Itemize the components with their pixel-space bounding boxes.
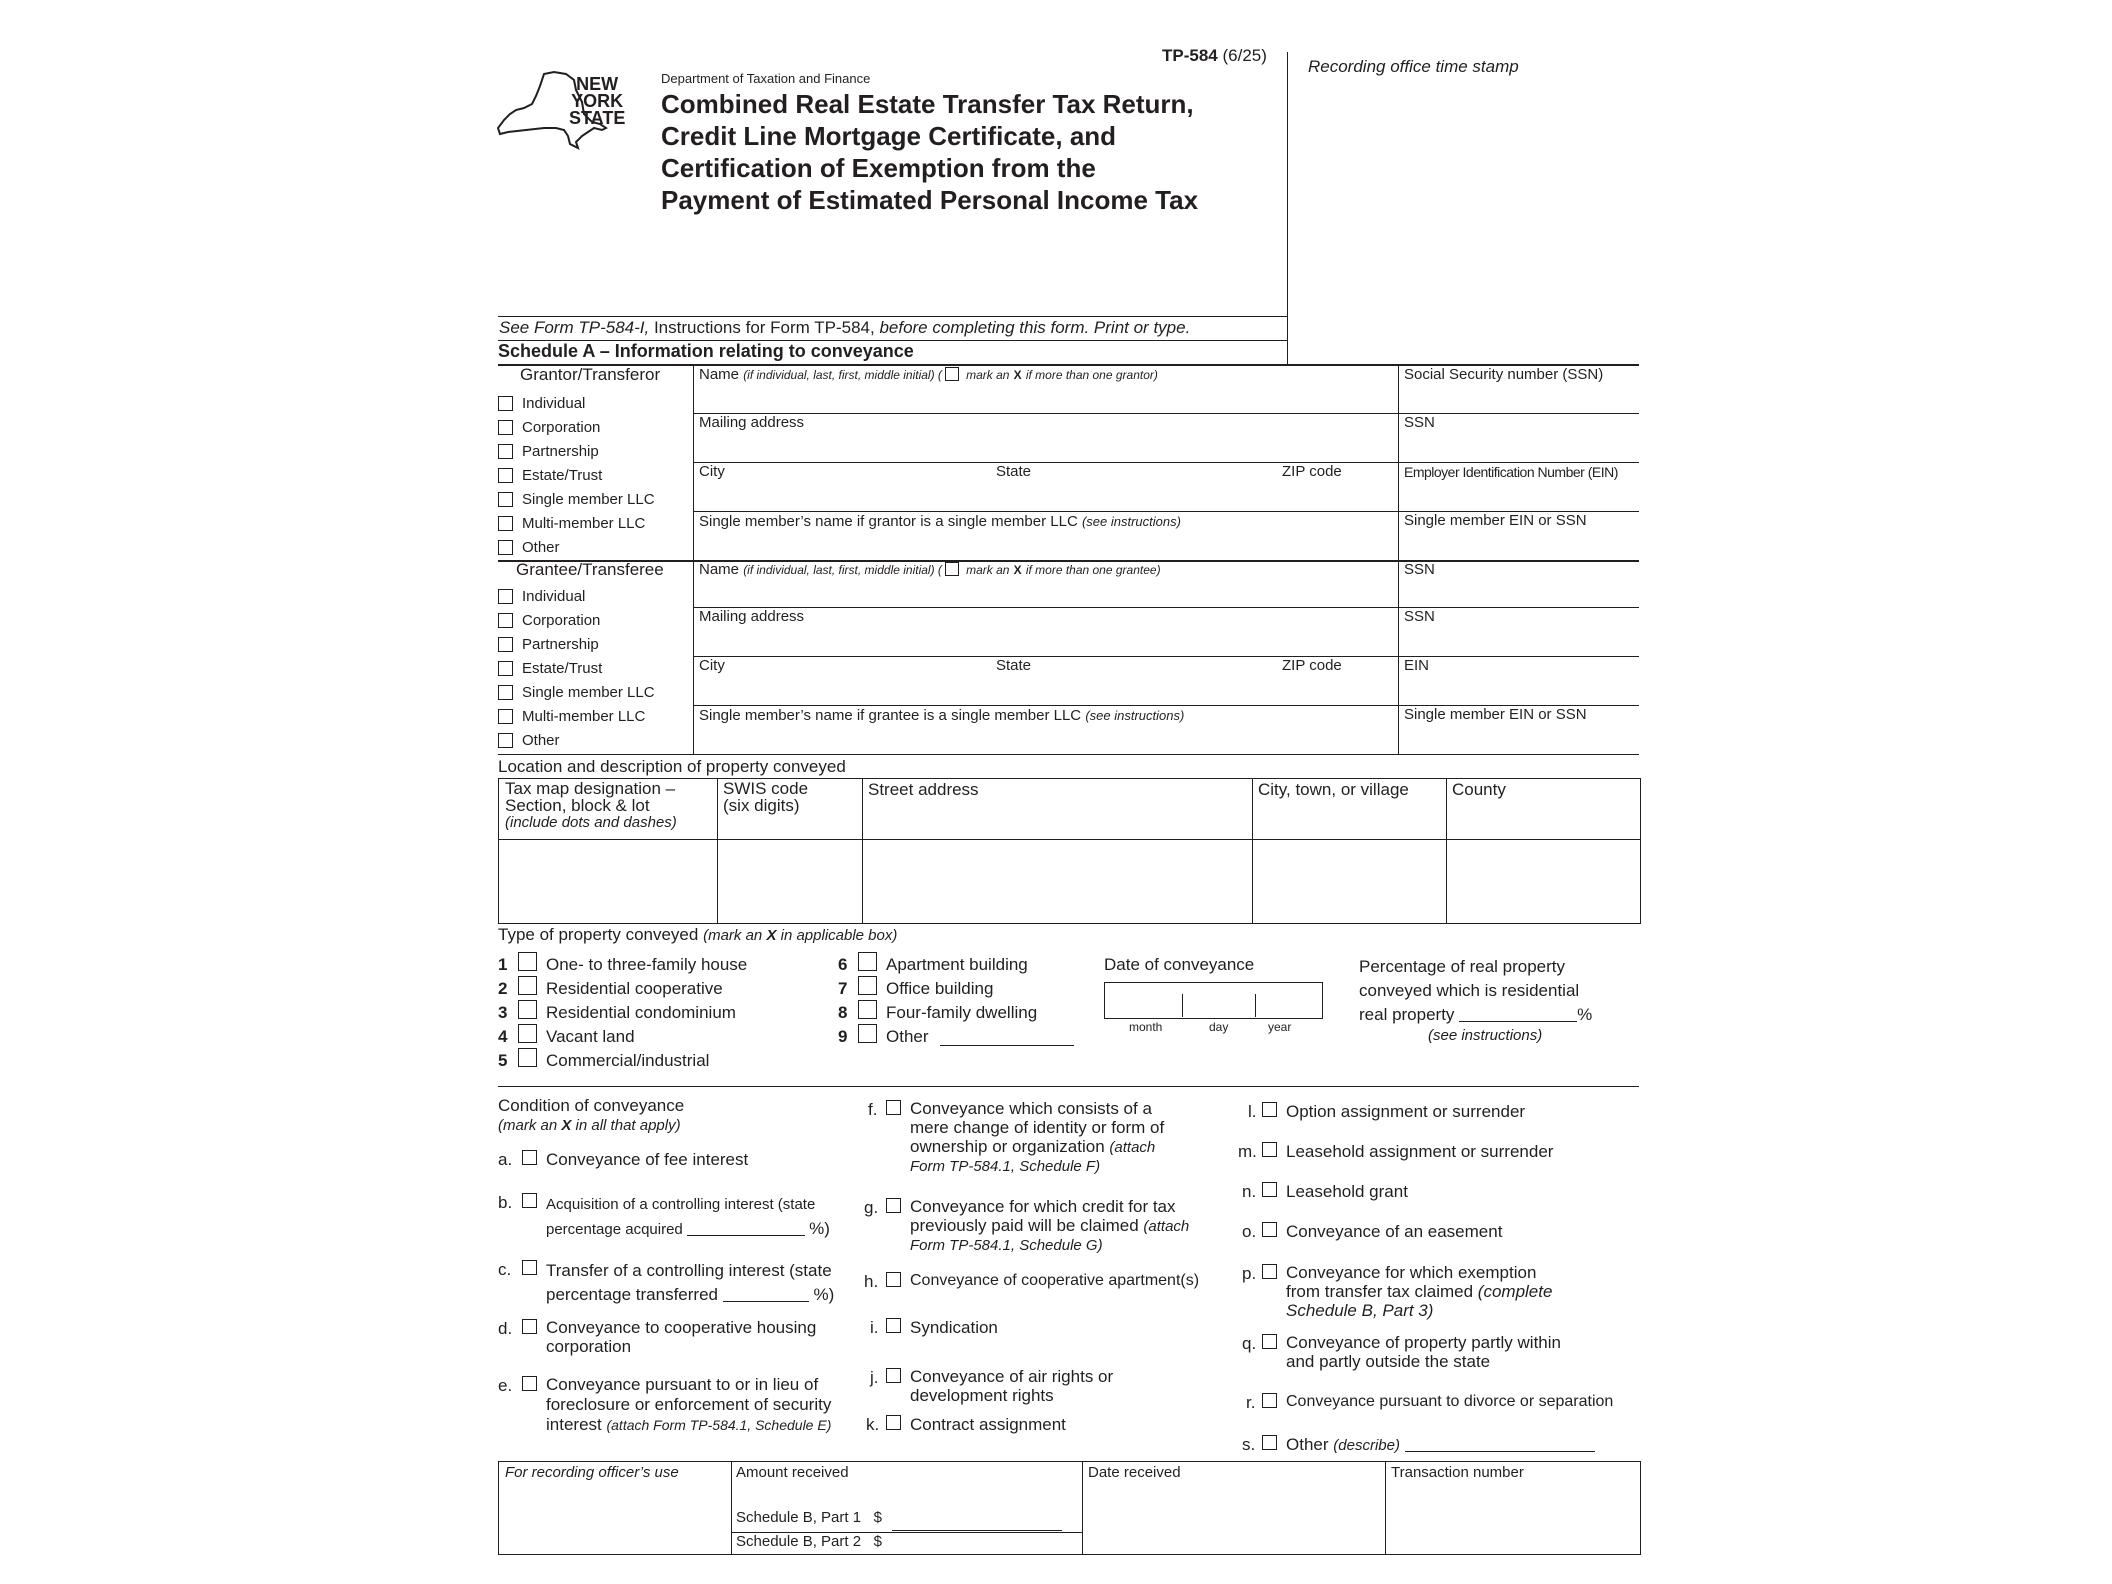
grantor-heading: Grantor/Transferor — [520, 365, 661, 384]
grantor-single-member-llc-checkbox[interactable] — [498, 492, 513, 507]
condition-letter: d. — [498, 1319, 513, 1338]
residential-condominium-checkbox[interactable] — [518, 1000, 537, 1019]
recording-officer-label: For recording officer’s use — [505, 1464, 679, 1481]
condition-c-checkbox[interactable] — [522, 1260, 537, 1275]
condition-f-checkbox[interactable] — [886, 1100, 901, 1115]
condition-m-checkbox[interactable] — [1262, 1142, 1277, 1157]
county-header: County — [1452, 780, 1506, 799]
condition-o-label: Conveyance of an easement — [1286, 1222, 1503, 1241]
condition-letter: l. — [1248, 1102, 1257, 1121]
grantee-single-member-ein-field[interactable] — [1399, 706, 1639, 754]
schedule-b-part-1: Schedule B, Part 1 $ — [736, 1509, 882, 1526]
other-property-input[interactable] — [940, 1045, 1074, 1046]
condition-r-label: Conveyance pursuant to divorce or separation — [1286, 1393, 1614, 1410]
condition-s-checkbox[interactable] — [1262, 1435, 1277, 1450]
grantor-type-label: Partnership — [522, 443, 599, 460]
condition-n-checkbox[interactable] — [1262, 1182, 1277, 1197]
property-type-number: 9 — [838, 1027, 848, 1046]
residential-percentage-label: Percentage of real property conveyed which is residential real property % — [1359, 957, 1593, 1024]
date-month-label: month — [1129, 1020, 1163, 1034]
other-condition-input[interactable] — [1405, 1437, 1595, 1452]
grantor-city-label: City — [699, 463, 725, 480]
condition-letter: f. — [868, 1100, 878, 1119]
property-type-label: Residential condominium — [546, 1003, 736, 1022]
grantee-estate-trust-checkbox[interactable] — [498, 661, 513, 676]
grantee-state-label: State — [996, 657, 1032, 674]
grantor-mailing-label: Mailing address — [699, 414, 805, 431]
date-received-label: Date received — [1088, 1464, 1181, 1481]
condition-p-label: Conveyance for which exemption from transfer tax claimed (complete Schedule B, Part 3) — [1286, 1263, 1553, 1320]
condition-e-checkbox[interactable] — [522, 1376, 537, 1391]
condition-a-checkbox[interactable] — [522, 1150, 537, 1165]
grantor-ssn-2-field[interactable] — [1399, 414, 1639, 462]
swis-code-input[interactable] — [718, 840, 861, 922]
rule — [498, 1086, 1639, 1087]
condition-e-label: Conveyance pursuant to or in lieu of foreclosure or enforcement of security interest (attach Form TP-584.1, Schedule E) — [546, 1375, 832, 1434]
schedule-a-title: Schedule A – Information relating to conveyance — [498, 341, 914, 361]
stamp-divider — [1287, 52, 1288, 366]
condition-letter: e. — [498, 1376, 513, 1395]
condition-h-checkbox[interactable] — [886, 1272, 901, 1287]
grantee-type-label: Single member LLC — [522, 684, 655, 701]
condition-letter: p. — [1242, 1264, 1257, 1283]
rule — [498, 316, 1287, 317]
grantee-city-state-zip-field[interactable] — [694, 657, 1397, 705]
condition-q-label: Conveyance of property partly within and partly outside the state — [1286, 1333, 1561, 1371]
grantor-estate-trust-checkbox[interactable] — [498, 468, 513, 483]
grantee-multi-member-llc-checkbox[interactable] — [498, 709, 513, 724]
condition-letter: h. — [864, 1272, 879, 1291]
grantor-city-state-zip-field[interactable] — [694, 463, 1397, 511]
condition-f-label: Conveyance which consists of a mere change of identity or form of ownership or organization (attach Form TP-584.1, Schedule F) — [910, 1099, 1165, 1175]
grantor-type-label: Other — [522, 539, 560, 556]
grantor-zip-label: ZIP code — [1282, 463, 1342, 480]
property-type-label: Office building — [886, 979, 994, 998]
condition-n-label: Leasehold grant — [1286, 1182, 1408, 1201]
grantor-partnership-checkbox[interactable] — [498, 444, 513, 459]
tax-map-input[interactable] — [499, 840, 716, 922]
property-type-label: Residential cooperative — [546, 979, 723, 998]
property-type-number: 8 — [838, 1003, 848, 1022]
property-type-number: 2 — [498, 979, 508, 998]
rule — [1385, 1461, 1386, 1554]
rule — [1255, 994, 1256, 1017]
grantee-heading: Grantee/Transferee — [516, 560, 664, 579]
condition-letter: c. — [498, 1260, 512, 1279]
date-year-label: year — [1268, 1020, 1292, 1034]
rule — [1082, 1461, 1083, 1554]
condition-g-label: Conveyance for which credit for tax previously paid will be claimed (attach Form TP-584.1, Schedule G) — [910, 1197, 1190, 1254]
condition-j-label: Conveyance of air rights or development rights — [910, 1367, 1114, 1405]
grantee-individual-checkbox[interactable] — [498, 589, 513, 604]
more-than-one-grantor-checkbox[interactable] — [945, 367, 959, 381]
swis-code-header: SWIS code (six digits) — [723, 779, 809, 815]
street-address-header: Street address — [868, 780, 979, 799]
residential-cooperative-checkbox[interactable] — [518, 976, 537, 995]
condition-letter: k. — [866, 1415, 880, 1434]
condition-q-checkbox[interactable] — [1262, 1334, 1277, 1349]
apartment-building-checkbox[interactable] — [858, 952, 877, 971]
property-type-number: 5 — [498, 1051, 508, 1070]
grantee-ssn-2-field[interactable] — [1399, 608, 1639, 656]
property-type-title: Type of property conveyed (mark an X in applicable box) — [498, 925, 898, 944]
condition-a-label: Conveyance of fee interest — [546, 1150, 749, 1169]
residential-percentage-input[interactable] — [1459, 1007, 1577, 1022]
rule — [498, 754, 1639, 755]
property-type-number: 6 — [838, 955, 848, 974]
condition-o-checkbox[interactable] — [1262, 1222, 1277, 1237]
condition-h-label: Conveyance of cooperative apartment(s) — [910, 1272, 1200, 1289]
rule — [731, 1461, 732, 1554]
property-type-label: Apartment building — [886, 955, 1028, 974]
condition-j-checkbox[interactable] — [886, 1368, 901, 1383]
grantee-single-member-name-field[interactable]: Single member’s name if grantee is a single member LLC (see instructions) — [699, 707, 1185, 724]
condition-g-checkbox[interactable] — [886, 1198, 901, 1213]
condition-c-label: Transfer of a controlling interest (state percentage transferred %) — [546, 1261, 835, 1304]
field-label: Social Security number (SSN) — [1404, 366, 1604, 383]
county-input[interactable] — [1447, 840, 1639, 922]
condition-letter: g. — [864, 1198, 879, 1217]
field-label: Single member EIN or SSN — [1404, 706, 1587, 723]
condition-i-label: Syndication — [910, 1318, 998, 1337]
condition-letter: i. — [870, 1318, 879, 1337]
commercial-industrial-checkbox[interactable] — [518, 1048, 537, 1067]
percentage-instructions-hint: (see instructions) — [1428, 1027, 1543, 1044]
schedule-b-part-2: Schedule B, Part 2 $ — [736, 1533, 882, 1550]
field-label: Employer Identification Number (EIN) — [1404, 464, 1618, 480]
property-type-label: One- to three-family house — [546, 955, 748, 974]
instructions-line: See Form TP-584-I, Instructions for Form TP-584, before completing this form. Print or type. — [499, 318, 1191, 337]
condition-letter: m. — [1238, 1142, 1257, 1161]
grantor-single-member-name-field[interactable]: Single member’s name if grantor is a single member LLC (see instructions) — [699, 513, 1181, 530]
condition-letter: a. — [498, 1150, 513, 1169]
condition-r-checkbox[interactable] — [1262, 1393, 1277, 1408]
grantee-type-label: Partnership — [522, 636, 599, 653]
date-of-conveyance-label: Date of conveyance — [1104, 955, 1255, 974]
condition-b-label: Acquisition of a controlling interest (state percentage acquired %) — [546, 1196, 830, 1238]
property-type-number: 7 — [838, 979, 848, 998]
condition-letter: s. — [1242, 1435, 1256, 1454]
grantor-type-label: Multi-member LLC — [522, 515, 646, 532]
property-type-number: 3 — [498, 1003, 508, 1022]
grantee-type-label: Estate/Trust — [522, 660, 603, 677]
grantor-multi-member-llc-checkbox[interactable] — [498, 516, 513, 531]
condition-i-checkbox[interactable] — [886, 1318, 901, 1333]
amount-received-label: Amount received — [736, 1464, 849, 1481]
four-family-dwelling-checkbox[interactable] — [858, 1000, 877, 1019]
more-than-one-grantee-checkbox[interactable] — [945, 562, 959, 576]
condition-l-label: Option assignment or surrender — [1286, 1102, 1526, 1121]
grantor-type-label: Corporation — [522, 419, 601, 436]
grantee-other-checkbox[interactable] — [498, 733, 513, 748]
condition-d-checkbox[interactable] — [522, 1319, 537, 1334]
one-to-three-family-checkbox[interactable] — [518, 952, 537, 971]
property-type-number: 4 — [498, 1027, 508, 1046]
form-title: Combined Real Estate Transfer Tax Return, Credit Line Mortgage Certificate, and Certification of Exemption from the Payment of Estimated Personal Income Tax — [661, 89, 1199, 215]
form-id: TP-584 (6/25) — [1162, 46, 1267, 65]
grantor-name-field[interactable]: Name (if individual, last, first, middle initial) ( mark an X if more than one grantor) — [699, 366, 1158, 383]
field-label: Single member EIN or SSN — [1404, 512, 1587, 529]
property-type-label: Four-family dwelling — [886, 1003, 1038, 1022]
grantor-corporation-checkbox[interactable] — [498, 420, 513, 435]
grantee-ssn-field[interactable] — [1399, 561, 1639, 607]
grantor-type-label: Single member LLC — [522, 491, 655, 508]
city-town-village-input[interactable] — [1253, 840, 1445, 922]
field-label: EIN — [1404, 657, 1430, 674]
rule — [1182, 994, 1183, 1017]
field-label: SSN — [1404, 561, 1435, 578]
grantor-type-label: Individual — [522, 395, 586, 412]
condition-letter: q. — [1242, 1334, 1257, 1353]
grantee-zip-label: ZIP code — [1282, 657, 1342, 674]
grantee-ein-field[interactable] — [1399, 657, 1639, 705]
grantee-mailing-label: Mailing address — [699, 608, 805, 625]
grantee-name-field[interactable]: Name (if individual, last, first, middle initial) ( mark an X if more than one grantee) — [699, 561, 1161, 578]
grantee-corporation-checkbox[interactable] — [498, 613, 513, 628]
grantee-type-label: Corporation — [522, 612, 601, 629]
field-label: SSN — [1404, 414, 1435, 431]
condition-title: Condition of conveyance — [498, 1096, 685, 1115]
office-building-checkbox[interactable] — [858, 976, 877, 995]
transaction-number-label: Transaction number — [1391, 1464, 1524, 1481]
field-label: SSN — [1404, 608, 1435, 625]
grantor-state-label: State — [996, 463, 1032, 480]
date-of-conveyance-input[interactable] — [1104, 982, 1323, 1019]
tax-map-header: Tax map designation – Section, block & lot (include dots and dashes) — [505, 779, 677, 831]
stamp-label: Recording office time stamp — [1308, 57, 1519, 76]
grantor-individual-checkbox[interactable] — [498, 396, 513, 411]
condition-b-checkbox[interactable] — [522, 1193, 537, 1208]
condition-s-label: Other (describe) — [1286, 1435, 1595, 1455]
schedule-b-part-1-input[interactable] — [892, 1530, 1062, 1531]
percentage-transferred-input[interactable] — [723, 1287, 809, 1302]
percentage-acquired-input[interactable] — [687, 1221, 805, 1236]
grantee-type-label: Individual — [522, 588, 586, 605]
condition-letter: j. — [870, 1368, 879, 1387]
condition-hint: (mark an X in all that apply) — [498, 1117, 681, 1134]
street-address-input[interactable] — [863, 840, 1251, 922]
condition-k-label: Contract assignment — [910, 1415, 1066, 1434]
city-town-village-header: City, town, or village — [1258, 780, 1409, 799]
condition-k-checkbox[interactable] — [886, 1415, 901, 1430]
property-type-label: Commercial/industrial — [546, 1051, 710, 1070]
condition-letter: b. — [498, 1193, 513, 1212]
grantee-partnership-checkbox[interactable] — [498, 637, 513, 652]
grantor-other-checkbox[interactable] — [498, 540, 513, 555]
grantee-single-member-llc-checkbox[interactable] — [498, 685, 513, 700]
location-title: Location and description of property conveyed — [498, 757, 846, 776]
date-day-label: day — [1209, 1020, 1229, 1034]
condition-p-checkbox[interactable] — [1262, 1264, 1277, 1279]
condition-letter: o. — [1242, 1222, 1257, 1241]
property-type-label: Vacant land — [546, 1027, 635, 1046]
grantor-single-member-ein-field[interactable] — [1399, 512, 1639, 560]
grantor-type-label: Estate/Trust — [522, 467, 603, 484]
grantor-ein-field[interactable] — [1399, 463, 1639, 511]
grantee-city-label: City — [699, 657, 725, 674]
grantor-mailing-address-field[interactable] — [694, 414, 1397, 462]
grantor-ssn-field[interactable] — [1399, 365, 1639, 413]
department-name: Department of Taxation and Finance — [661, 71, 871, 86]
logo-text: NEW YORK STATE — [569, 74, 626, 128]
grantee-type-label: Other — [522, 732, 560, 749]
other-property-checkbox[interactable] — [858, 1024, 877, 1043]
condition-d-label: Conveyance to cooperative housing corporation — [546, 1318, 817, 1356]
condition-m-label: Leasehold assignment or surrender — [1286, 1142, 1554, 1161]
grantee-mailing-address-field[interactable] — [694, 608, 1397, 656]
condition-letter: r. — [1246, 1393, 1256, 1412]
grantee-type-label: Multi-member LLC — [522, 708, 646, 725]
property-type-number: 1 — [498, 955, 508, 974]
vacant-land-checkbox[interactable] — [518, 1024, 537, 1043]
condition-l-checkbox[interactable] — [1262, 1102, 1277, 1117]
condition-letter: n. — [1242, 1182, 1257, 1201]
property-type-label: Other — [886, 1027, 929, 1046]
